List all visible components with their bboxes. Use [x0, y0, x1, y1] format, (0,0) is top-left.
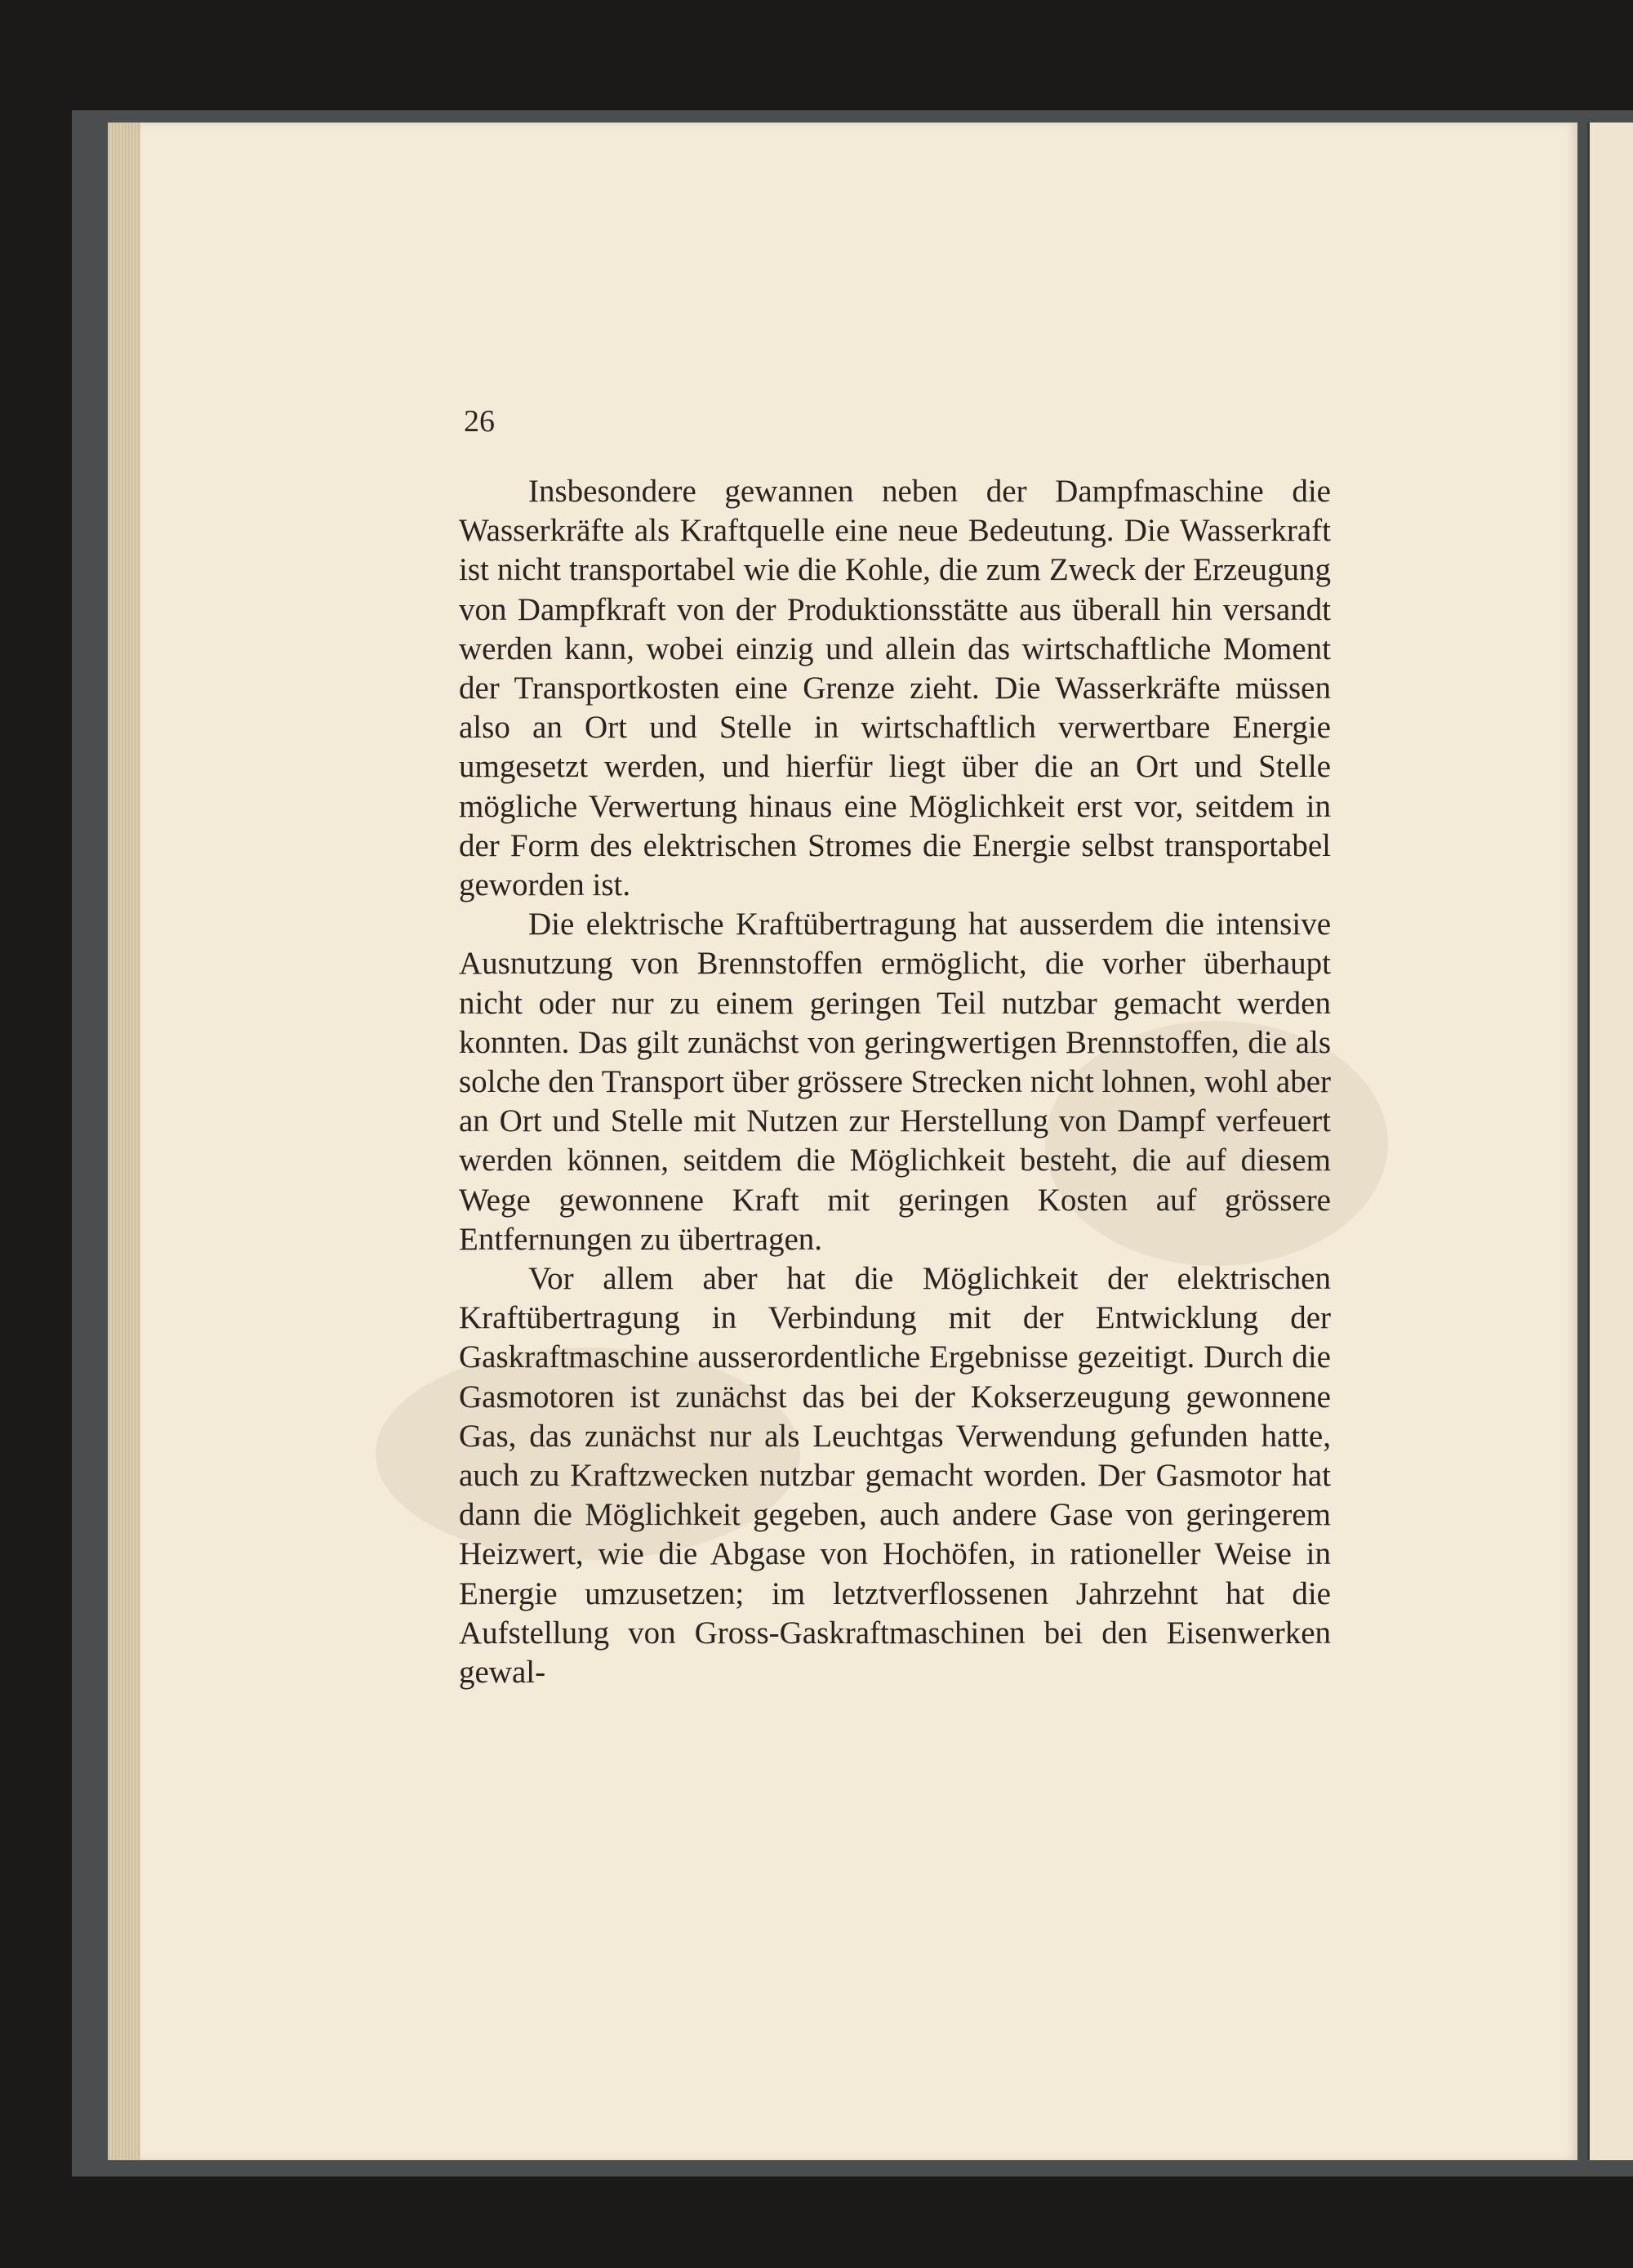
page-number: 26: [464, 404, 495, 439]
paragraph-3: Vor allem aber hat die Möglichkeit der elektrischen Kraftübertragung in Verbindung mit der Entwicklung der Gaskraftmaschine ausserordentliche Ergebnisse gezeitigt. Durch die Gasmotoren ist zunächst das bei der Kokserzeugung gewonnene Gas, das zunächst nur als Leuchtgas Verwendung gefunden hatte, auch zu Kraftzwecken nutzbar gemacht worden. Der Gasmotor hat dann die Möglichkeit gegeben, auch andere Gase von geringerem Heizwert, wie die Abgase von Hochöfen, in rationeller Weise in Energie umzusetzen; im letztverflossenen Jahrzehnt hat die Aufstellung von Gross-Gaskraftmaschinen bei den Eisenwerken gewal-: [459, 1261, 1331, 1691]
page-edges: [108, 123, 140, 2160]
body-text: [459, 472, 1331, 1692]
paragraph-1: Insbesondere gewannen neben der Dampfmaschine die Wasserkräfte als Kraftquelle eine neue Bedeutung. Die Wasserkraft ist nicht transportabel wie die Kohle, die zum Zweck der Erzeugung von Dampfkraft von der Produktionsstätte aus überall hin versandt werden kann, wobei einzig und allein das wirtschaftliche Moment der Transportkosten eine Grenze zieht. Die Wasserkräfte müssen also an Ort und Stelle in wirtschaftlich verwertbare Energie umgesetzt werden, und hierfür liegt über die an Ort und Stelle mögliche Verwertung hinaus eine Möglichkeit erst vor, seitdem in der Form des elektrischen Stromes die Energie selbst transportabel geworden ist.: [459, 474, 1331, 903]
facing-page-edge: [1587, 123, 1633, 2160]
paragraph-2: Die elektrische Kraftübertragung hat ausserdem die intensive Ausnutzung von Brennstoffen ermöglicht, die vorher überhaupt nicht oder nur zu einem geringen Teil nutzbar gemacht werden konnten. Das gilt zunächst von geringwertigen Brennstoffen, die als solche den Transport über grössere Strecken nicht lohnen, wohl aber an Ort und Stelle mit Nutzen zur Herstellung von Dampf verfeuert werden können, seitdem die Möglichkeit besteht, die auf diesem Wege gewonnene Kraft mit geringen Kosten auf grössere Entfernungen zu übertragen.: [459, 907, 1331, 1257]
